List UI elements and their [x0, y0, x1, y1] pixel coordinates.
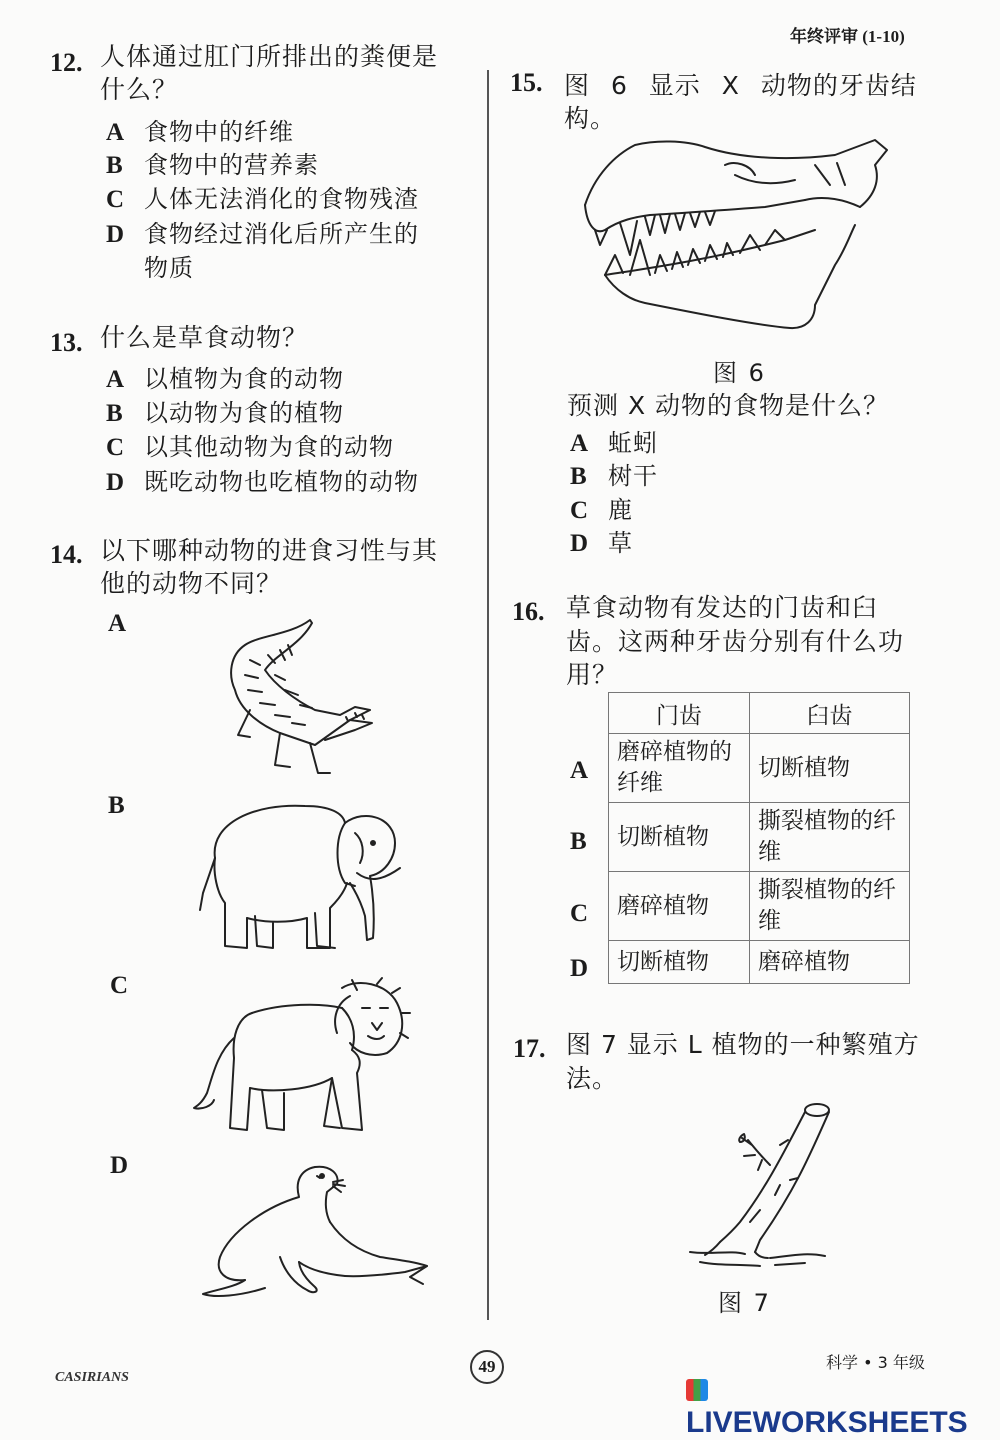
table-cell: 磨碎植物: [609, 872, 750, 941]
question-text: 用？: [566, 660, 619, 689]
question-number: 13.: [50, 328, 83, 357]
table-row[interactable]: [609, 803, 910, 872]
question-text: 齿。这两种牙齿分别有什么功: [566, 627, 905, 656]
page-number: [470, 1350, 504, 1384]
question-number: 16.: [512, 597, 545, 626]
question-text: 草食动物有发达的门齿和臼: [566, 593, 879, 622]
elephant-icon[interactable]: [195, 798, 410, 956]
stem-cutting-figure: [680, 1100, 840, 1275]
option-a[interactable]: A 蚯蚓: [570, 429, 658, 457]
option-b[interactable]: B 树干: [570, 462, 658, 490]
option-d[interactable]: D 草: [570, 529, 633, 557]
option-b[interactable]: B 食物中的营养素: [106, 151, 319, 179]
table-cell: 撕裂植物的纤维: [750, 803, 910, 872]
option-d[interactable]: D 食物经过消化后所产生的: [106, 220, 419, 248]
option-b[interactable]: B 以动物为食的植物: [106, 399, 344, 427]
page-header-title: 年终评审 (1-10): [790, 27, 905, 46]
teeth-function-table: [608, 692, 910, 984]
table-cell: 切断植物: [750, 734, 910, 803]
watermark-text: LIVEWORKSHEETS: [686, 1406, 968, 1439]
row-label-b[interactable]: B: [570, 828, 587, 855]
animal-skull-figure: [575, 135, 890, 335]
table-cell: 磨碎植物: [750, 941, 910, 984]
row-label-d[interactable]: D: [570, 955, 589, 982]
option-c[interactable]: C 人体无法消化的食物残渣: [106, 185, 419, 213]
watermark: [686, 1372, 990, 1439]
question-text: 人体通过肛门所排出的粪便是: [100, 42, 439, 71]
lion-icon[interactable]: [192, 978, 412, 1138]
option-a[interactable]: A 食物中的纤维: [106, 118, 294, 146]
question-text: 图 6 显示 X 动物的牙齿结: [564, 71, 917, 100]
option-d[interactable]: D 既吃动物也吃植物的动物: [106, 468, 419, 496]
sea-lion-icon[interactable]: [195, 1162, 435, 1302]
option-c-label[interactable]: C: [110, 972, 129, 999]
watermark-logo-icon: [686, 1379, 708, 1401]
table-cell: 撕裂植物的纤维: [750, 872, 910, 941]
table-header-molar: 臼齿: [750, 693, 910, 734]
question-number: 15.: [510, 68, 543, 97]
crocodile-icon[interactable]: [220, 615, 380, 780]
question-number: 12.: [50, 48, 83, 77]
table-row[interactable]: [609, 941, 910, 984]
question-text: 什么是草食动物？: [100, 323, 309, 352]
question-number: 17.: [513, 1034, 546, 1063]
option-a-label[interactable]: A: [108, 610, 127, 637]
question-text: 法。: [566, 1064, 619, 1093]
question-text: 图 7 显示 L 植物的一种繁殖方: [566, 1030, 920, 1059]
subject-label: 科学 • 3 年级: [826, 1353, 925, 1372]
question-number: 14.: [50, 540, 83, 569]
table-header-incisor: 门齿: [609, 693, 750, 734]
table-cell: 切断植物: [609, 941, 750, 984]
option-b-label[interactable]: B: [108, 792, 125, 819]
question-text: 以下哪种动物的进食习性与其: [100, 536, 439, 565]
table-row[interactable]: [609, 872, 910, 941]
figure-6-caption: 图 6: [713, 359, 766, 387]
table-cell: 切断植物: [609, 803, 750, 872]
table-cell: 磨碎植物的纤维: [609, 734, 750, 803]
publisher-logo: CASIRIANS: [55, 1370, 129, 1385]
table-row[interactable]: [609, 734, 910, 803]
question-text: 构。: [564, 104, 617, 133]
option-c[interactable]: C 以其他动物为食的动物: [106, 433, 394, 461]
column-divider: [487, 70, 489, 1320]
option-c[interactable]: C 鹿: [570, 496, 633, 524]
row-label-c[interactable]: C: [570, 900, 589, 927]
figure-7-caption: 图 7: [718, 1289, 771, 1317]
option-a[interactable]: A 以植物为食的动物: [106, 365, 344, 393]
option-d-continued: 物质: [144, 254, 194, 282]
page-number-text: 49: [478, 1357, 496, 1376]
question-prompt: 预测 X 动物的食物是什么？: [567, 391, 890, 420]
question-text: 他的动物不同？: [100, 569, 283, 598]
question-text: 什么？: [100, 75, 179, 104]
row-label-a[interactable]: A: [570, 757, 589, 784]
option-d-label[interactable]: D: [110, 1152, 129, 1179]
